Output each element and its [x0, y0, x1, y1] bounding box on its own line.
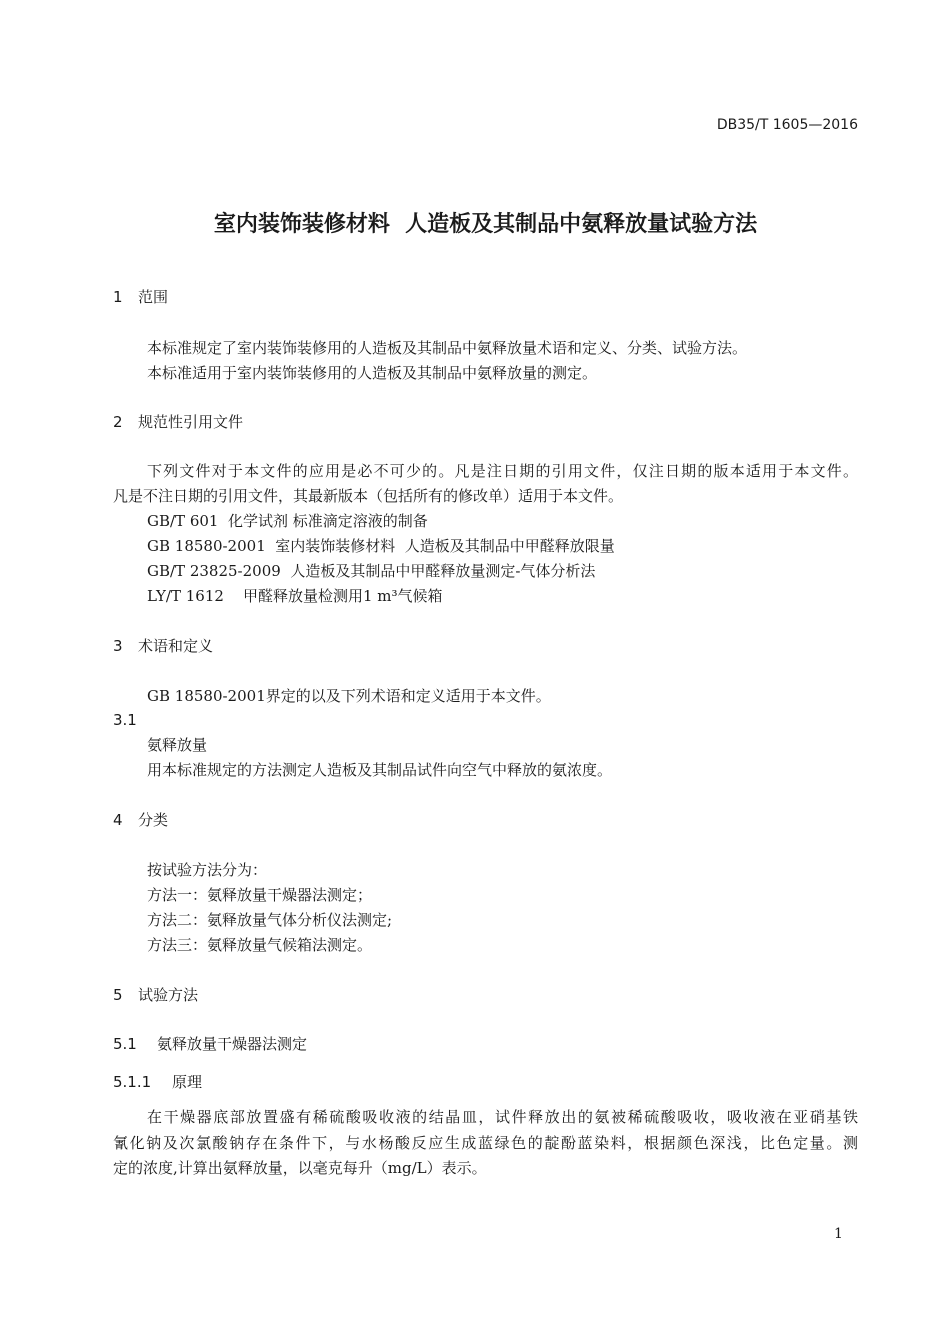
section-number: 5 [113, 986, 123, 1004]
section-3-heading [113, 636, 413, 656]
section-title: 术语和定义 [138, 637, 214, 655]
section-5-heading [113, 985, 413, 1005]
reference-item: LY/T 1612 甲醛释放量检测用1 m³气候箱 [147, 587, 443, 605]
section-4-heading [113, 810, 413, 830]
paragraph-line: 本标准规定了室内装饰装修用的人造板及其制品中氨释放量术语和定义、分类、试验方法。 [147, 339, 748, 357]
subsection-5-1-heading [113, 1034, 513, 1054]
paragraph-line: 凡是不注日期的引用文件，其最新版本（包括所有的修改单）适用于本文件。 [113, 487, 624, 505]
section-2-heading [113, 412, 413, 432]
reference-item: GB 18580-2001 室内装饰装修材料 人造板及其制品中甲醛释放限量 [147, 537, 615, 555]
paragraph-line: 下列文件对于本文件的应用是必不可少的。凡是注日期的引用文件，仅注日期的版本适用于本文件。 [147, 462, 858, 480]
paragraph-line: 定的浓度,计算出氨释放量，以毫克每升（mg/L）表示。 [113, 1159, 487, 1177]
reference-item: GB/T 23825-2009 人造板及其制品中甲醛释放量测定-气体分析法 [147, 562, 596, 580]
section-number: 4 [113, 811, 123, 829]
section-1-heading [113, 287, 413, 307]
paragraph-line: GB 18580-2001界定的以及下列术语和定义适用于本文件。 [147, 687, 551, 705]
section-number: 3 [113, 637, 123, 655]
method-item: 方法三：氨释放量气候箱法测定。 [147, 936, 373, 954]
term-definition: 用本标准规定的方法测定人造板及其制品试件向空气中释放的氨浓度。 [147, 761, 613, 779]
subsection-title: 氨释放量干燥器法测定 [157, 1035, 308, 1053]
paragraph-line: 氰化钠及次氯酸钠存在条件下，与水杨酸反应生成蓝绿色的靛酚蓝染料，根据颜色深浅，比色定量。测 [113, 1134, 858, 1152]
page-number: 1 [834, 1226, 843, 1242]
paragraph-line: 在干燥器底部放置盛有稀硫酸吸收液的结晶皿，试件释放出的氨被稀硫酸吸收，吸收液在亚硝基铁 [147, 1108, 858, 1126]
section-title: 范围 [138, 288, 169, 306]
paragraph-line: 按试验方法分为： [147, 861, 268, 879]
section-title: 分类 [138, 811, 169, 829]
method-item: 方法二：氨释放量气体分析仪法测定; [147, 911, 393, 929]
method-item: 方法一：氨释放量干燥器法测定； [147, 886, 373, 904]
subsection-title: 原理 [172, 1073, 203, 1091]
subsection-number: 5.1.1 [113, 1073, 152, 1091]
section-number: 1 [113, 288, 123, 306]
document-code: DB35/T 1605—2016 [716, 117, 858, 133]
term-number: 3.1 [113, 711, 137, 729]
document-title: 室内装饰装修材料 人造板及其制品中氨释放量试验方法 [213, 212, 758, 237]
subsection-5-1-1-heading [113, 1072, 413, 1092]
term-name: 氨释放量 [147, 736, 208, 754]
reference-item: GB/T 601 化学试剂 标准滴定溶液的制备 [147, 512, 428, 530]
section-number: 2 [113, 413, 123, 431]
section-title: 试验方法 [138, 986, 199, 1004]
subsection-number: 5.1 [113, 1035, 137, 1053]
paragraph-line: 本标准适用于室内装饰装修用的人造板及其制品中氨释放量的测定。 [147, 364, 598, 382]
section-title: 规范性引用文件 [138, 413, 244, 431]
